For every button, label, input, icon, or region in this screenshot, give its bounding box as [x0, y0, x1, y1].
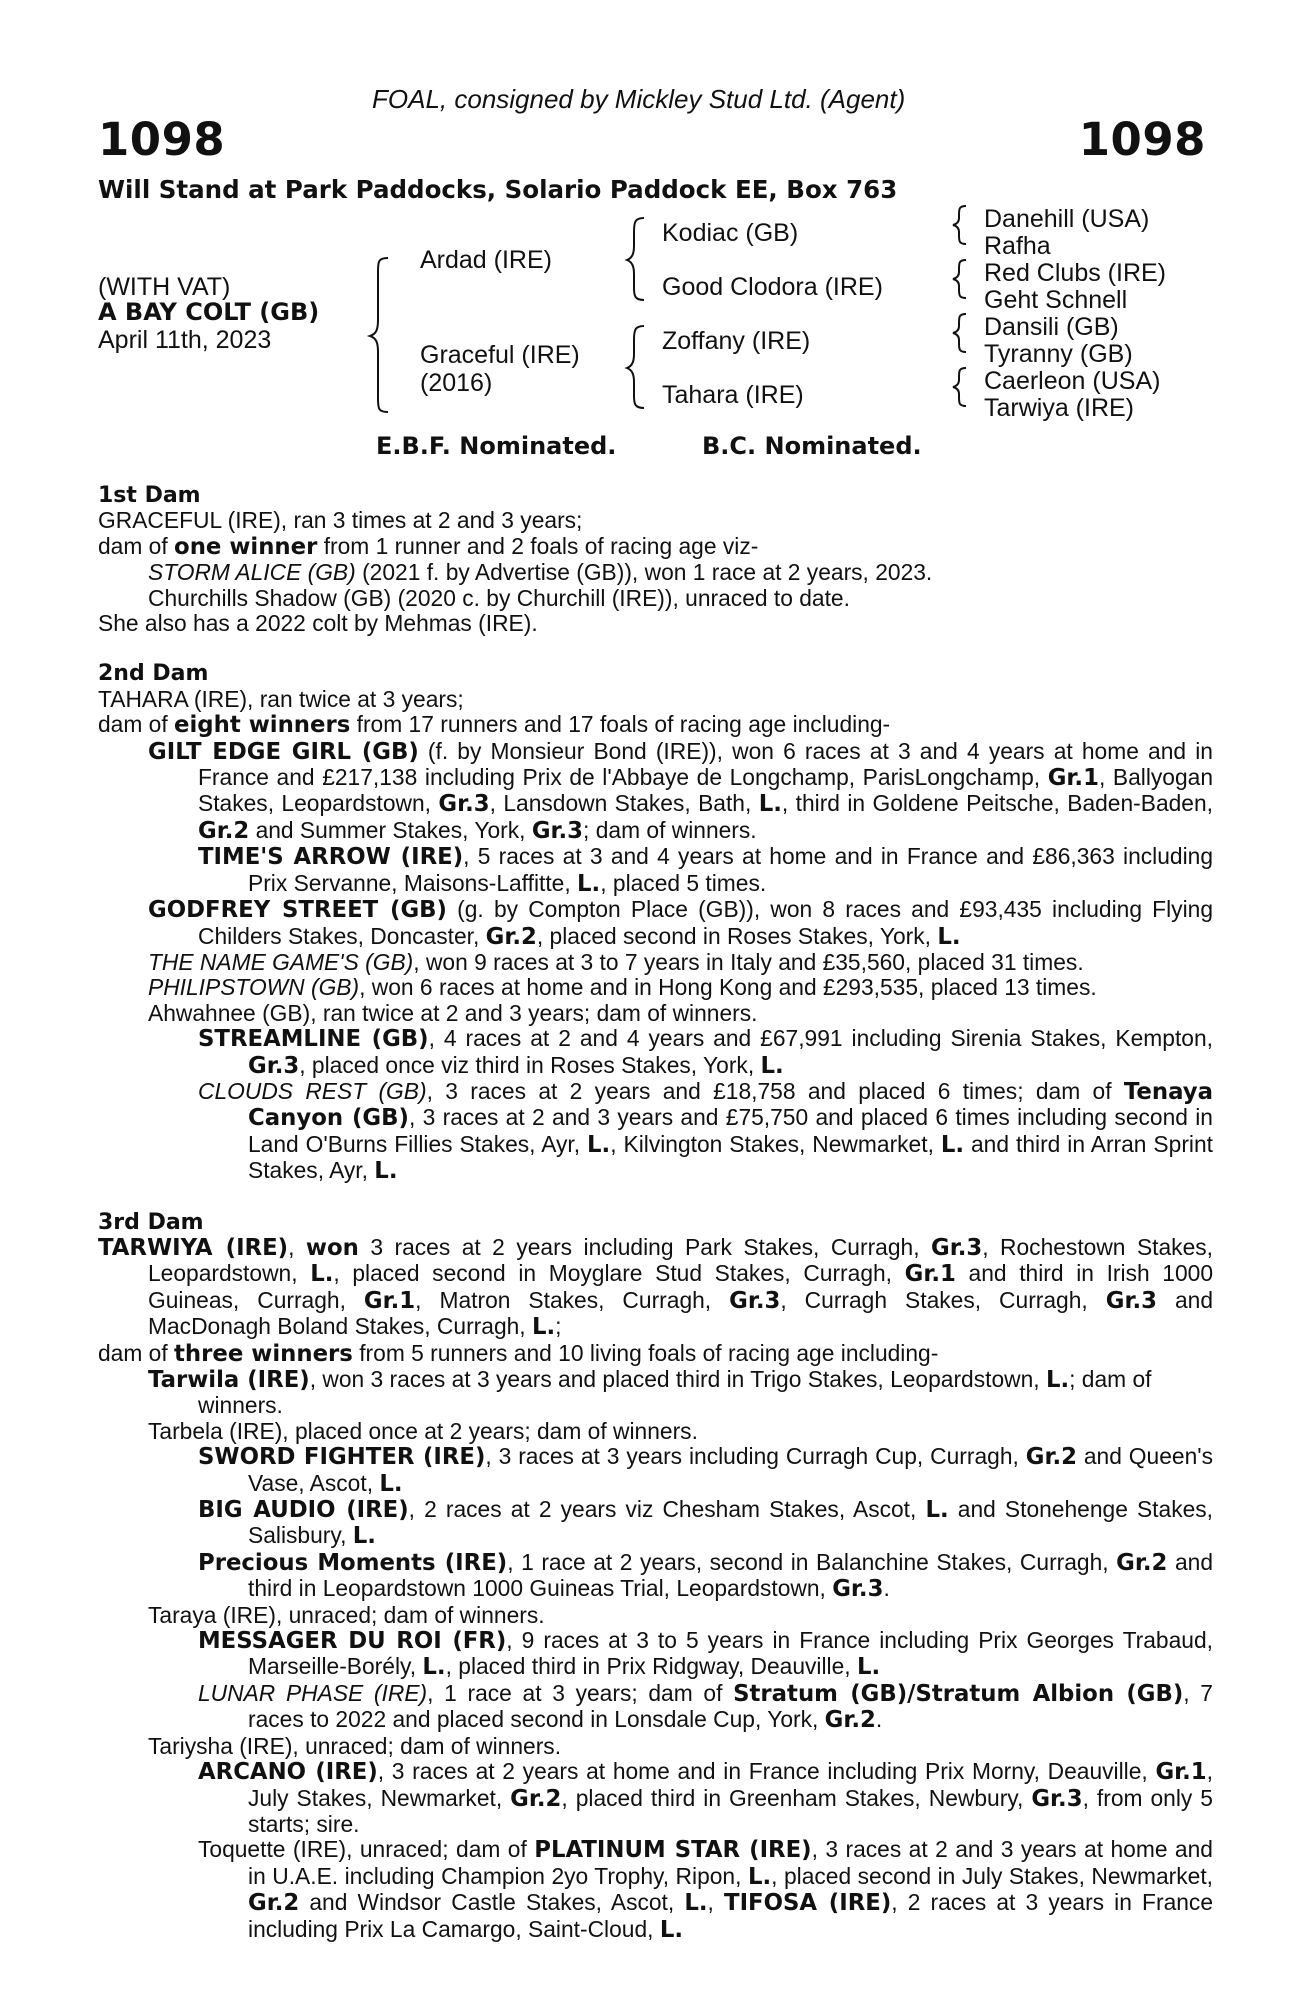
g3-6: Tyranny (GB): [984, 340, 1133, 368]
first-dam-heading: 1st Dam: [98, 483, 201, 508]
list-item: Precious Moments (IRE), 1 race at 2 years, second in Balanchine Stakes, Curragh, Gr.2 and third in Leopardstown 1000 Guineas Trial, Leopardstown, Gr.3.: [198, 1548, 1213, 1603]
g3-4: Geht Schnell: [984, 286, 1128, 314]
list-item: STORM ALICE (GB) (2021 f. by Advertise (GB)), won 1 race at 2 years, 2023.: [148, 559, 933, 586]
horse-name: A BAY COLT (GB): [98, 298, 320, 326]
list-item: CLOUDS REST (GB), 3 races at 2 years and £18,758 and placed 6 times; dam of Tenaya Canyon (GB), 3 races at 2 and 3 years and £75,750 and placed 6 times including second in Land O'Burns Fillies Stakes, Ayr, L., Kilvington Stakes, Newmarket, L. and third in Arran Sprint Stakes, Ayr, L.: [198, 1077, 1214, 1185]
brace-main: [370, 258, 388, 412]
sire-dam: Good Clodora (IRE): [662, 273, 883, 301]
dam-year: (2016): [420, 369, 493, 397]
third-dam-heading: 3rd Dam: [98, 1209, 204, 1235]
g3-2: Rafha: [984, 232, 1051, 260]
third-dam-produce: dam of three winners from 5 runners and 10 living foals of racing age including-: [98, 1339, 939, 1367]
g3-3: Red Clubs (IRE): [984, 259, 1166, 287]
list-item: LUNAR PHASE (IRE), 1 race at 3 years; dam of Stratum (GB)/Stratum Albion (GB), 7 races to 2022 and placed second in Lonsdale Cup, York, Gr.2.: [198, 1679, 1213, 1734]
brace-g1: [953, 206, 966, 244]
lot-number-right: 1098: [1078, 113, 1206, 166]
ebf-nomination: E.B.F. Nominated.: [376, 432, 617, 460]
list-item: Tarbela (IRE), placed once at 2 years; dam of winners.: [148, 1417, 698, 1444]
third-dam-summary: TARWIYA (IRE), won 3 races at 2 years including Park Stakes, Curragh, Gr.3, Rochestown Stakes, Leopardstown, L., placed second in Moyglare Stud Stakes, Curragh, Gr.1 and third in Irish 1000 Guineas, Curragh, Gr.1, Matron Stakes, Curragh, Gr.3, Curragh Stakes, Curragh, Gr.3 and MacDonagh Boland Stakes, Curragh, L.;: [98, 1233, 1214, 1341]
list-item: SWORD FIGHTER (IRE), 3 races at 3 years including Curragh Cup, Curragh, Gr.2 and Queen's Vase, Ascot, L.: [198, 1443, 1213, 1497]
brace-g3: [953, 314, 966, 352]
bc-nomination: B.C. Nominated.: [702, 432, 922, 460]
list-item: MESSAGER DU ROI (FR), 9 races at 3 to 5 years in France including Prix Georges Trabaud, Marseille-Borély, L., placed third in Prix Ridgway, Deauville, L.: [198, 1627, 1213, 1681]
g3-7: Caerleon (USA): [984, 367, 1161, 395]
dam: Graceful (IRE): [420, 341, 580, 369]
foaling-date: April 11th, 2023: [98, 326, 272, 354]
second-dam-produce: dam of eight winners from 17 runners and 17 foals of racing age including-: [98, 711, 891, 739]
g3-8: Tarwiya (IRE): [984, 394, 1135, 422]
stand-location: Will Stand at Park Paddocks, Solario Paddock EE, Box 763: [98, 175, 898, 204]
brace-sire: [627, 218, 644, 300]
sire-sire: Kodiac (GB): [662, 219, 799, 247]
second-dam-heading: 2nd Dam: [98, 661, 209, 687]
list-item: Taraya (IRE), unraced; dam of winners.: [148, 1601, 545, 1628]
produce-record: [98, 483, 1213, 1943]
list-item: THE NAME GAME'S (GB), won 9 races at 3 to 7 years in Italy and £35,560, placed 31 times.: [148, 948, 1084, 975]
list-item: STREAMLINE (GB), 4 races at 2 and 4 years and £67,991 including Sirenia Stakes, Kempton, Gr.3, placed once viz third in Roses Stakes, York, L.: [198, 1025, 1213, 1079]
g3-1: Danehill (USA): [984, 205, 1150, 233]
sire: Ardad (IRE): [420, 246, 552, 274]
list-item: Tariysha (IRE), unraced; dam of winners.: [148, 1732, 562, 1759]
brace-dam: [627, 326, 644, 408]
first-dam-note: She also has a 2022 colt by Mehmas (IRE).: [98, 610, 538, 637]
consignment-line: FOAL, consigned by Mickley Stud Ltd. (Agent): [372, 84, 906, 114]
list-item: Churchills Shadow (GB) (2020 c. by Churchill (IRE)), unraced to date.: [148, 584, 850, 611]
list-item: PHILIPSTOWN (GB), won 6 races at home and in Hong Kong and £293,535, placed 13 times.: [148, 974, 1097, 1001]
brace-g4: [953, 368, 966, 406]
g3-5: Dansili (GB): [984, 313, 1119, 341]
list-item: Tarwila (IRE), won 3 races at 3 years and placed third in Trigo Stakes, Leopardstown, L.; dam of winners.: [148, 1366, 1152, 1419]
list-item: Toquette (IRE), unraced; dam of PLATINUM STAR (IRE), 3 races at 2 and 3 years at home and in U.A.E. including Champion 2yo Trophy, Ripon, L., placed second in July Stakes, Newmarket, Gr.2 and Windsor Castle Stakes, Ascot, L., TIFOSA (IRE), 2 races at 3 years in France including Prix La Camargo, Saint-Cloud, L.: [198, 1836, 1214, 1943]
first-dam-summary: GRACEFUL (IRE), ran 3 times at 2 and 3 years;: [98, 507, 583, 534]
list-item: TIME'S ARROW (IRE), 5 races at 3 and 4 years at home and in France and £86,363 including Prix Servanne, Maisons-Laffitte, L., placed 5 times.: [198, 843, 1213, 897]
vat-note: (WITH VAT): [98, 273, 231, 301]
list-item: Ahwahnee (GB), ran twice at 2 and 3 years; dam of winners.: [148, 999, 758, 1026]
list-item: GILT EDGE GIRL (GB) (f. by Monsieur Bond (IRE)), won 6 races at 3 and 4 years at home and in France and £217,138 including Prix de l'Abbaye de Longchamp, ParisLongchamp, Gr.1, Ballyogan Stakes, Leopardstown, Gr.3, Lansdown Stakes, Bath, L., third in Goldene Peitsche, Baden-Baden, Gr.2 and Summer Stakes, York, Gr.3; dam of winners.: [148, 737, 1214, 844]
second-dam-summary: TAHARA (IRE), ran twice at 3 years;: [98, 685, 464, 712]
first-dam-produce: dam of one winner from 1 runner and 2 foals of racing age viz-: [98, 532, 759, 560]
dam-sire: Zoffany (IRE): [662, 327, 811, 355]
list-item: ARCANO (IRE), 3 races at 2 years at home and in France including Prix Morny, Deauville, Gr.1, July Stakes, Newmarket, Gr.2, placed third in Greenham Stakes, Newbury, Gr.3, from only 5 starts; sire.: [198, 1758, 1214, 1837]
list-item: BIG AUDIO (IRE), 2 races at 2 years viz Chesham Stakes, Ascot, L. and Stonehenge Stakes, Salisbury, L.: [198, 1496, 1213, 1550]
list-item: GODFREY STREET (GB) (g. by Compton Place (GB)), won 8 races and £93,435 including Flying Childers Stakes, Doncaster, Gr.2, placed second in Roses Stakes, York, L.: [148, 896, 1213, 950]
dam-dam: Tahara (IRE): [662, 381, 804, 409]
brace-g2: [953, 260, 966, 298]
lot-number-left: 1098: [98, 113, 226, 166]
